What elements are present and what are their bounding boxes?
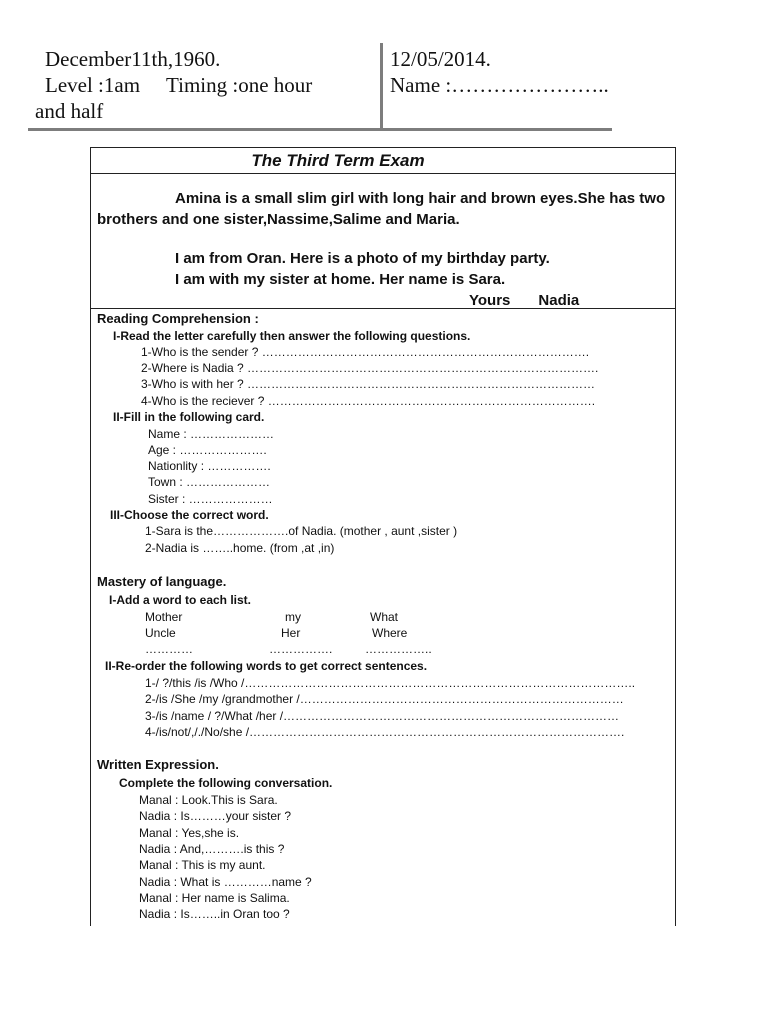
conversation-line: Manal : Yes,she is. <box>139 826 240 840</box>
reading-heading: Reading Comprehension : <box>97 311 259 326</box>
conversation-line: Manal : This is my aunt. <box>139 858 266 872</box>
reading-part2-title: II-Fill in the following card. <box>113 410 265 424</box>
reorder-item: 3-/is /name / ?/What /her /………………………………………………………………………… <box>145 709 620 723</box>
word-list-item: ……………. <box>269 642 333 656</box>
mastery-part1-title: I-Add a word to each list. <box>109 593 252 607</box>
letter-signature <box>469 290 579 311</box>
header-right <box>390 46 609 98</box>
word-list-item: ………… <box>145 642 193 656</box>
choose-item: 1-Sara is the……………….of Nadia. (mother , aunt ,sister ) <box>145 524 458 538</box>
header-vertical-divider <box>380 43 383 130</box>
word-list-item: Uncle <box>145 626 176 640</box>
letter-paragraph-1: Amina is a small slim girl with long hair and brown eyes.She has two brothers and one sister,Nassime,Salime and Maria. <box>97 190 666 228</box>
conversation-line: Nadia : Is………your sister ? <box>139 809 292 823</box>
reading-question: 3-Who is with her ? …………………………………………………………………………… <box>141 377 596 391</box>
header-horizontal-divider <box>28 128 612 131</box>
word-list-item: my <box>285 610 301 624</box>
reading-part1-title: I-Read the letter carefully then answer the following questions. <box>113 329 471 343</box>
conversation-line: Nadia : What is …………name ? <box>139 875 312 889</box>
letter-paragraph-2: I am from Oran. Here is a photo of my birthday party. <box>175 250 550 267</box>
timing-label: Timing :one hour <box>166 73 313 97</box>
reorder-item: 2-/is /She /my /grandmother /……………………………………………………………………… <box>145 692 624 706</box>
reading-question: 2-Where is Nadia ? ……………………………………………………………………………. <box>141 361 599 375</box>
word-list-item: Mother <box>145 610 183 624</box>
reorder-item: 4-/is/not/,/./No/she /…………………………………………………………………………………. <box>145 725 625 739</box>
conversation-line: Manal : Look.This is Sara. <box>139 793 278 807</box>
card-field: Town : ………………… <box>148 475 271 489</box>
card-field: Age : …………………. <box>148 443 267 457</box>
card-field: Name : ………………… <box>148 427 275 441</box>
card-field: Nationlity : ……………. <box>148 459 271 473</box>
card-field: Sister : ………………… <box>148 492 273 506</box>
exam-box <box>90 147 676 926</box>
level-timing-line <box>35 72 380 98</box>
reading-question: 4-Who is the reciever ? ………………………………………………………………………. <box>141 394 596 408</box>
exam-title: The Third Term Exam <box>91 148 675 174</box>
word-list-item: Where <box>372 626 408 640</box>
level-label: Level :1am <box>45 73 141 97</box>
conversation-line: Nadia : Is……..in Oran too ? <box>139 907 290 921</box>
reading-part3-title: III-Choose the correct word. <box>110 508 269 522</box>
signature-name: Nadia <box>538 292 580 309</box>
signature-yours: Yours <box>469 292 511 309</box>
header-left <box>35 46 380 124</box>
student-name-field: Name :………………….. <box>390 73 609 97</box>
timing-continuation: and half <box>35 99 104 123</box>
reorder-item: 1-/ ?/this /is /Who /…………………………………………………………………………………….. <box>145 676 636 690</box>
letter-paragraph-3: I am with my sister at home. Her name is Sara. <box>175 271 506 288</box>
mastery-heading: Mastery of language. <box>97 574 227 589</box>
word-list-item: Her <box>281 626 301 640</box>
choose-item: 2-Nadia is ……..home. (from ,at ,in) <box>145 541 335 555</box>
word-list-item: …………….. <box>365 642 432 656</box>
exam-date: December11th,1960. <box>45 47 221 71</box>
reading-question: 1-Who is the sender ? ………………………………………………………………………. <box>141 345 590 359</box>
conversation-line: Nadia : And,……….is this ? <box>139 842 285 856</box>
conversation-line: Manal : Her name is Salima. <box>139 891 290 905</box>
mastery-part2-title: II-Re-order the following words to get correct sentences. <box>105 659 428 673</box>
written-heading: Written Expression. <box>97 757 219 772</box>
right-date: 12/05/2014. <box>390 47 491 71</box>
word-list-item: What <box>370 610 399 624</box>
written-title: Complete the following conversation. <box>119 776 333 790</box>
letter-text <box>91 174 675 309</box>
